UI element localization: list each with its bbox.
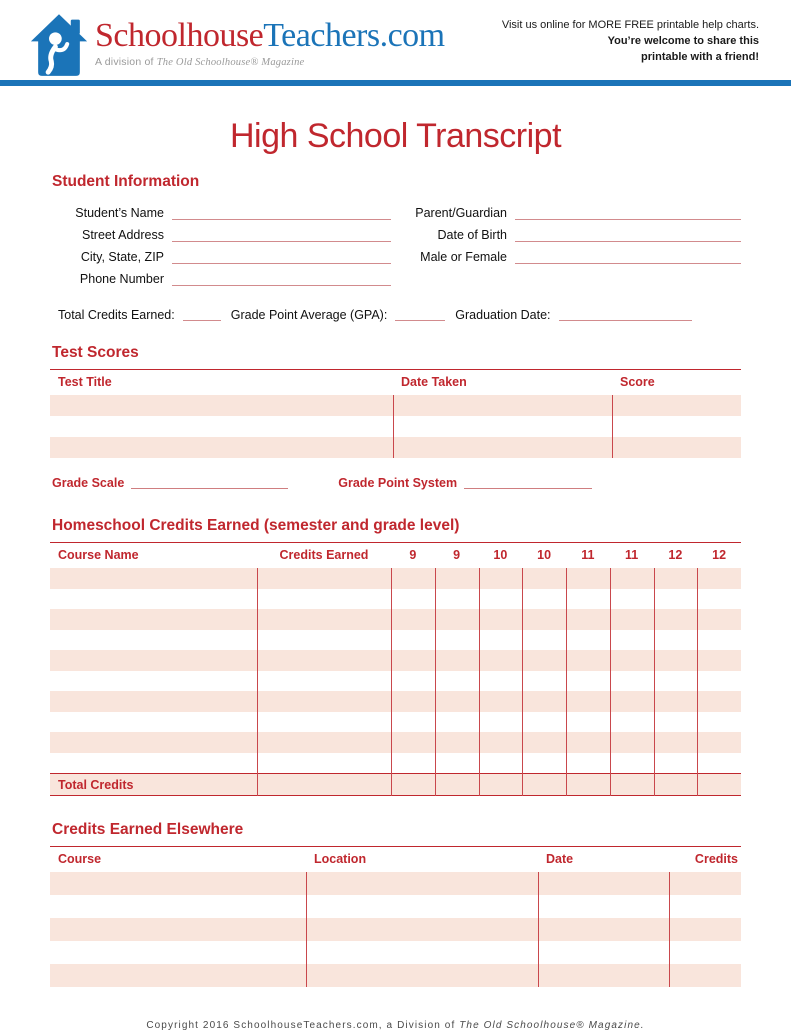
column-divider [612,395,613,458]
parent-guardian-label: Parent/Guardian [415,205,507,220]
street-address-label: Street Address [82,227,164,242]
phone-number-label: Phone Number [79,271,164,286]
table-row [50,753,741,774]
table-row [50,395,741,416]
grade-9b-column-header: 9 [453,548,461,562]
table-row [50,671,741,692]
table-row [50,609,741,630]
page-title: High School Transcript [229,117,562,155]
blank-line [515,263,741,264]
date-taken-column-header: Date Taken [401,375,467,389]
column-divider [538,872,539,987]
column-divider [697,568,698,796]
date-column-header: Date [546,852,574,866]
column-divider [479,568,480,796]
student-info-heading: Student Information [52,173,200,190]
table-row [50,568,741,589]
credits-summary-row [58,303,741,322]
grade-scale-row [52,472,741,490]
test-scores-header-row [50,370,741,395]
student-name-field [50,198,391,220]
column-divider [654,568,655,796]
grade-9a-column-header: 9 [409,548,417,562]
blank-line [559,320,692,321]
grade-11b-column-header: 11 [625,548,639,562]
schoolhouse-house-icon [30,13,88,77]
grade-11a-column-header: 11 [581,548,595,562]
credits-elsewhere-heading: Credits Earned Elsewhere [52,821,244,838]
brand-schoolhouse: Schoolhouse [95,17,264,54]
male-or-female-label: Male or Female [420,249,507,264]
column-divider [669,872,670,987]
table-row [50,691,741,712]
column-divider [393,395,394,458]
total-credits-label: Total Credits [58,777,134,792]
table-row [50,712,741,733]
blank-line [183,320,221,321]
column-divider [435,568,436,796]
tagline-magazine-name: The Old Schoolhouse® Magazine [156,57,305,68]
grade-12b-column-header: 12 [712,548,727,562]
grade-10b-column-header: 10 [537,548,552,562]
blank-line [131,488,288,489]
brand-tagline [95,56,445,68]
test-scores-heading: Test Scores [52,344,139,361]
test-title-column-header: Test Title [58,375,112,389]
male-or-female-field [395,242,741,264]
course-column-header: Course [58,852,102,866]
gpa-label: Grade Point Average (GPA): [230,308,388,322]
street-address-field [50,220,391,242]
grade-12a-column-header: 12 [668,548,683,562]
promo-line-1: Visit us online for MORE FREE printable help charts. [501,19,759,31]
student-info-fields [50,198,741,286]
grade-10a-column-header: 10 [493,548,508,562]
credits-elsewhere-table-body [50,872,741,987]
table-row [50,437,741,458]
blank-line [395,320,445,321]
table-row [50,872,741,895]
tagline-prefix: A division of [95,56,157,68]
promo-text [502,13,759,66]
table-row [50,895,741,918]
table-row [50,964,741,987]
header-divider-bar [0,80,791,86]
homeschool-credits-table-body [50,568,741,796]
test-scores-table-body [50,395,741,458]
table-row [50,416,741,437]
student-fields-left-column [50,198,391,286]
brand-teachers-com: Teachers.com [263,17,445,54]
parent-guardian-field [395,198,741,220]
column-divider [391,568,392,796]
blank-line [464,488,592,489]
student-fields-right-column [395,198,741,286]
column-divider [306,872,307,987]
copyright-text: Copyright 2016 SchoolhouseTeachers.com, a Division of [146,1020,460,1031]
table-row [50,732,741,753]
copyright-footer [50,1020,741,1031]
city-state-zip-field [50,242,391,264]
graduation-date-label: Graduation Date: [455,308,551,322]
brand-name [95,19,445,53]
column-divider [522,568,523,796]
total-credits-earned-label: Total Credits Earned: [58,308,175,322]
location-column-header: Location [314,852,367,866]
logo [30,13,445,77]
column-divider [257,568,258,796]
credits-earned-column-header: Credits Earned [279,548,369,562]
table-row [50,589,741,610]
homeschool-credits-heading: Homeschool Credits Earned (semester and grade level) [52,517,460,534]
student-name-label: Student’s Name [75,205,164,220]
brand-text-block [95,13,445,68]
table-row [50,630,741,651]
city-state-zip-label: City, State, ZIP [80,249,164,264]
date-of-birth-label: Date of Birth [437,227,507,242]
total-credits-row [50,773,741,796]
promo-line-3: printable with a friend! [641,50,759,63]
blank-line [172,285,391,286]
form-content [50,173,741,1031]
column-divider [566,568,567,796]
score-column-header: Score [620,375,655,389]
page-header [0,0,791,80]
grade-scale-label: Grade Scale [52,476,125,490]
homeschool-credits-header-row [50,543,741,568]
credits-elsewhere-header-row [50,847,741,872]
date-of-birth-field [395,220,741,242]
promo-line-2: You’re welcome to share this [607,34,759,47]
table-row [50,650,741,671]
course-name-column-header: Course Name [58,548,139,562]
copyright-magazine-name: The Old Schoolhouse® Magazine. [459,1020,645,1031]
phone-number-field [50,264,391,286]
grade-point-system-label: Grade Point System [338,476,458,490]
credits-column-header: Credits [694,852,738,866]
column-divider [610,568,611,796]
table-row [50,918,741,941]
table-row [50,941,741,964]
